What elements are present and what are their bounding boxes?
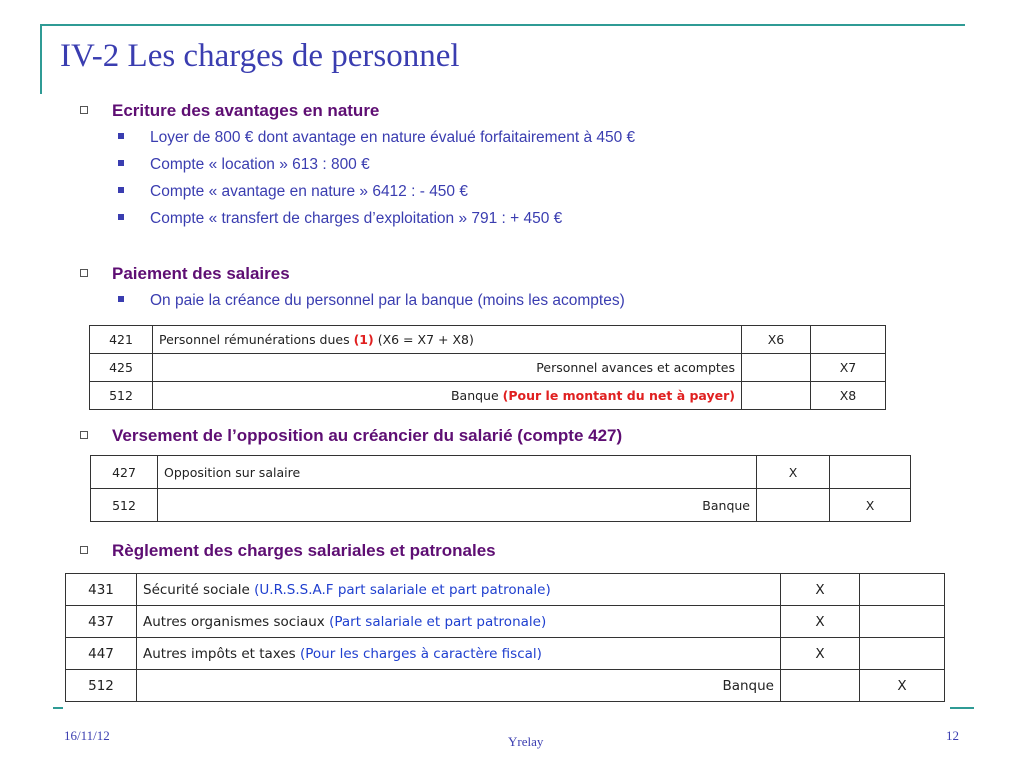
label-note: (U.R.S.S.A.F part salariale et part patronale) xyxy=(254,581,551,598)
debit-cell: X6 xyxy=(742,326,811,354)
list-item-text: Compte « transfert de charges d’exploitation » 791 : + 450 € xyxy=(150,210,563,227)
account-label xyxy=(153,326,742,354)
credit-cell xyxy=(830,456,911,489)
account-label: Banque xyxy=(137,670,781,702)
account-number: 512 xyxy=(91,489,158,522)
label-note: (Part salariale et part patronale) xyxy=(329,613,547,630)
credit-cell: X xyxy=(830,489,911,522)
label-text: Sécurité sociale xyxy=(143,581,255,598)
label-note: (Pour le montant du net à payer) xyxy=(502,388,735,403)
footer-author: Yrelay xyxy=(508,734,544,749)
debit-cell: X xyxy=(781,574,860,606)
account-number: 512 xyxy=(66,670,137,702)
list-item xyxy=(118,292,625,310)
list-item xyxy=(118,156,370,174)
list-item-text: Compte « avantage en nature » 6412 : - 450 € xyxy=(150,183,468,200)
table-row xyxy=(90,326,886,354)
credit-cell xyxy=(860,574,945,606)
account-label xyxy=(137,638,781,670)
list-item xyxy=(118,210,562,228)
label-text: Banque xyxy=(450,388,503,403)
label-text: Personnel avances et acomptes xyxy=(536,360,735,375)
table-row xyxy=(66,670,945,702)
account-label xyxy=(153,354,742,382)
table-row xyxy=(66,606,945,638)
debit-cell xyxy=(742,354,811,382)
credit-cell xyxy=(860,606,945,638)
account-number: 425 xyxy=(90,354,153,382)
account-label: Banque xyxy=(158,489,757,522)
debit-cell xyxy=(781,670,860,702)
debit-cell: X xyxy=(781,606,860,638)
account-label: Opposition sur salaire xyxy=(158,456,757,489)
hollow-square-bullet-icon xyxy=(80,269,88,277)
slide-title: IV-2 Les charges de personnel xyxy=(60,38,460,74)
credit-cell: X xyxy=(860,670,945,702)
account-label xyxy=(153,382,742,410)
journal-entry-table-reglement xyxy=(65,573,945,702)
filled-square-bullet-icon xyxy=(118,160,124,166)
section-heading-text: Paiement des salaires xyxy=(112,264,290,283)
filled-square-bullet-icon xyxy=(118,187,124,193)
label-note: (1) xyxy=(353,332,374,347)
frame-left-line xyxy=(40,24,42,94)
table-row xyxy=(91,489,911,522)
filled-square-bullet-icon xyxy=(118,214,124,220)
hollow-square-bullet-icon xyxy=(80,431,88,439)
section-heading-text: Ecriture des avantages en nature xyxy=(112,101,380,120)
label-extra: (X6 = X7 + X8) xyxy=(373,332,474,347)
credit-cell: X7 xyxy=(811,354,886,382)
footer-date: 16/11/12 xyxy=(64,728,110,743)
account-number: 512 xyxy=(90,382,153,410)
hollow-square-bullet-icon xyxy=(80,106,88,114)
list-item-text: Compte « location » 613 : 800 € xyxy=(150,156,370,173)
account-number: 431 xyxy=(66,574,137,606)
debit-cell: X xyxy=(757,456,830,489)
footer-page-number: 12 xyxy=(946,728,959,743)
credit-cell: X8 xyxy=(811,382,886,410)
label-note: (Pour les charges à caractère fiscal) xyxy=(299,645,542,662)
table-row xyxy=(90,354,886,382)
label-text: Autres impôts et taxes xyxy=(143,645,300,662)
frame-top-line xyxy=(40,24,965,26)
account-label xyxy=(137,574,781,606)
label-text: Personnel rémunérations dues xyxy=(159,332,354,347)
section-avantages-heading xyxy=(80,101,379,121)
journal-entry-table-opposition xyxy=(90,455,911,522)
credit-cell xyxy=(811,326,886,354)
filled-square-bullet-icon xyxy=(118,296,124,302)
credit-cell xyxy=(860,638,945,670)
table-row xyxy=(90,382,886,410)
list-item-text: On paie la créance du personnel par la banque (moins les acomptes) xyxy=(150,292,625,309)
account-label xyxy=(137,606,781,638)
table-row xyxy=(66,638,945,670)
section-heading-text: Règlement des charges salariales et patronales xyxy=(112,541,496,560)
debit-cell: X xyxy=(781,638,860,670)
table-row xyxy=(91,456,911,489)
section-salaires-heading xyxy=(80,264,290,284)
section-heading-text: Versement de l’opposition au créancier du salarié (compte 427) xyxy=(112,426,623,445)
debit-cell xyxy=(742,382,811,410)
footer-line-right xyxy=(950,707,974,709)
debit-cell xyxy=(757,489,830,522)
account-number: 447 xyxy=(66,638,137,670)
filled-square-bullet-icon xyxy=(118,133,124,139)
journal-entry-table-salaires xyxy=(89,325,886,410)
section-reglement-heading xyxy=(80,541,496,561)
account-number: 427 xyxy=(91,456,158,489)
list-item xyxy=(118,183,468,201)
account-number: 421 xyxy=(90,326,153,354)
list-item-text: Loyer de 800 € dont avantage en nature évalué forfaitairement à 450 € xyxy=(150,129,636,146)
label-text: Autres organismes sociaux xyxy=(143,613,330,630)
table-row xyxy=(66,574,945,606)
section-opposition-heading xyxy=(80,426,622,446)
list-item xyxy=(118,129,635,147)
account-number: 437 xyxy=(66,606,137,638)
hollow-square-bullet-icon xyxy=(80,546,88,554)
footer-line-left xyxy=(53,707,63,709)
